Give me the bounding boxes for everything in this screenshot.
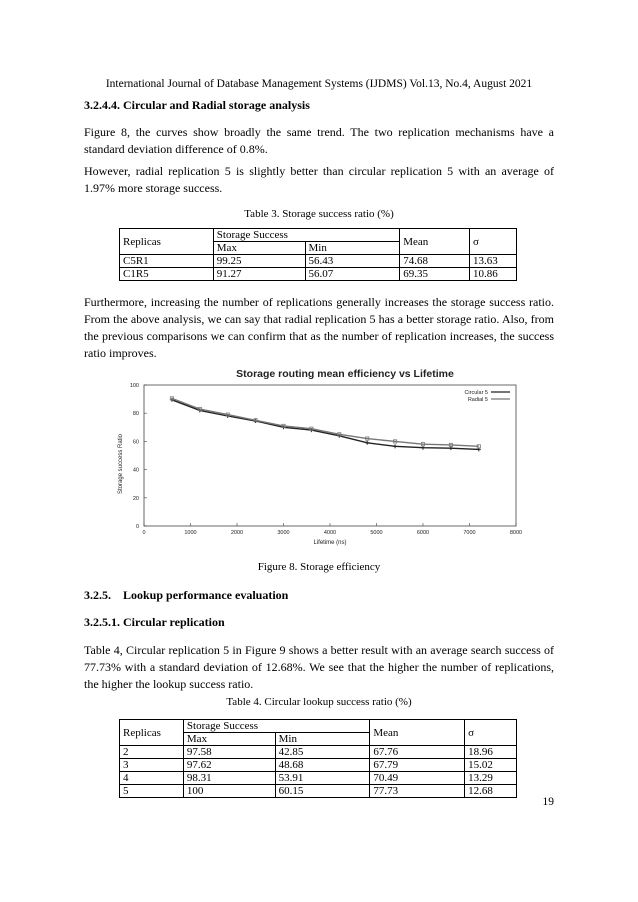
section-title: Lookup performance evaluation [123, 588, 289, 602]
series-line-circular-5 [172, 400, 479, 450]
table-cell: 12.68 [465, 785, 517, 798]
table3-header-replicas: Replicas [120, 229, 214, 255]
table-row [120, 268, 517, 281]
chart-title: Storage routing mean efficiency vs Lifetime [236, 368, 454, 380]
y-tick-label: 40 [132, 467, 139, 474]
x-tick-label: 7000 [463, 530, 476, 536]
chart-y-axis-label: Storage success Ratio [118, 433, 124, 495]
x-tick-label: 6000 [416, 530, 430, 536]
figure8-chart [110, 364, 530, 554]
table3-header-max: Max [213, 242, 305, 255]
table-row [120, 759, 517, 772]
table3-storage-success [119, 228, 517, 281]
paragraph-replication-analysis: Furthermore, increasing the number of replications generally increases the storage success ratio. From the above analysis, we can say that radial replication 5 has a better storage ratio. Also, from the previous comparisons we can confirm that as the number of replication increases, the success ratio improves. [84, 295, 554, 360]
table-cell: 69.35 [400, 268, 470, 281]
table4-header-min: Min [275, 733, 370, 746]
table3-caption: Table 3. Storage success ratio (%) [244, 208, 394, 220]
table-cell: 53.91 [275, 772, 370, 785]
paragraph-figure8-trend: Figure 8, the curves show broadly the same trend. The two replication mechanisms have a standard deviation difference of 0.8%. [84, 125, 554, 156]
paragraph-circular-lookup: Table 4, Circular replication 5 in Figure 9 shows a better result with an average search success of 77.73% with a standard deviation of 12.68%. We see that the higher the number of replications, the higher the lookup success ratio. [84, 643, 554, 691]
table4-header-storage-success: Storage Success [183, 720, 369, 733]
data-point [393, 444, 397, 448]
table-cell: 91.27 [213, 268, 305, 281]
figure8-caption: Figure 8. Storage efficiency [257, 561, 381, 573]
table-cell: 18.96 [465, 746, 517, 759]
table-cell: 67.79 [370, 759, 465, 772]
table-cell: C1R5 [120, 268, 214, 281]
table-cell: 2 [120, 746, 184, 759]
table4-caption: Table 4. Circular lookup success ratio (%) [226, 696, 412, 708]
page-number: 19 [542, 796, 554, 808]
table-cell: 10.86 [470, 268, 517, 281]
x-tick-label: 5000 [370, 530, 383, 536]
chart-legend [464, 390, 510, 403]
y-tick-label: 80 [132, 411, 139, 418]
table-cell: 56.07 [305, 268, 400, 281]
chart-plot-area [130, 383, 522, 536]
x-tick-label: 3000 [277, 530, 290, 536]
y-tick-label: 60 [132, 439, 139, 446]
journal-header: International Journal of Database Management Systems (IJDMS) Vol.13, No.4, August 2021 [105, 78, 533, 90]
table-cell: 99.25 [213, 255, 305, 268]
section-heading-3-2-5 [84, 588, 288, 603]
table4-header-replicas: Replicas [120, 720, 184, 746]
table4-circular-lookup [119, 719, 517, 798]
chart-x-axis-label: Lifetime (ns) [313, 540, 347, 546]
table-cell: 77.73 [370, 785, 465, 798]
table-cell: 70.49 [370, 772, 465, 785]
table-row [120, 746, 517, 759]
table-cell: 4 [120, 772, 184, 785]
legend-label: Radial 5 [467, 397, 488, 403]
table4-header-max: Max [183, 733, 275, 746]
table-cell: 100 [183, 785, 275, 798]
x-tick-label: 4000 [323, 530, 337, 536]
table-cell: 15.02 [465, 759, 517, 772]
x-tick-label: 1000 [184, 530, 197, 536]
table3-header-sigma: σ [470, 229, 517, 255]
subsection-heading-3-2-5-1: 3.2.5.1. Circular replication [84, 615, 225, 629]
table-cell: 60.15 [275, 785, 370, 798]
section-heading-3-2-4-4: 3.2.4.4. Circular and Radial storage analysis [84, 98, 310, 112]
table4-header-mean: Mean [370, 720, 465, 746]
table-cell: 97.58 [183, 746, 275, 759]
series-line-radial-5 [172, 398, 479, 446]
table-cell: 42.85 [275, 746, 370, 759]
y-tick-label: 100 [129, 383, 139, 389]
table3-header-min: Min [305, 242, 400, 255]
table-cell: 74.68 [400, 255, 470, 268]
paragraph-radial-better: However, radial replication 5 is slightly better than circular replication 5 with an average of 1.97% more storage success. [84, 164, 554, 195]
table3-header-storage-success: Storage Success [213, 229, 399, 242]
table-cell: 3 [120, 759, 184, 772]
legend-label: Circular 5 [464, 390, 488, 396]
table-cell: 98.31 [183, 772, 275, 785]
table3-header-mean: Mean [400, 229, 470, 255]
x-tick-label: 8000 [509, 530, 523, 536]
table-cell: 13.29 [465, 772, 517, 785]
table-row [120, 255, 517, 268]
table-cell: 13.63 [470, 255, 517, 268]
table-row [120, 785, 517, 798]
table-cell: C5R1 [120, 255, 214, 268]
y-tick-label: 0 [135, 524, 139, 530]
data-point [365, 441, 369, 445]
table4-header-sigma: σ [465, 720, 517, 746]
table-cell: 56.43 [305, 255, 400, 268]
section-number: 3.2.5. [84, 588, 111, 602]
data-point [421, 446, 425, 450]
table-cell: 48.68 [275, 759, 370, 772]
table-cell: 67.76 [370, 746, 465, 759]
x-tick-label: 2000 [230, 530, 244, 536]
x-tick-label: 0 [142, 530, 146, 536]
chart-frame [144, 385, 516, 526]
table-cell: 97.62 [183, 759, 275, 772]
y-tick-label: 20 [132, 495, 139, 502]
table-cell: 5 [120, 785, 184, 798]
table-row [120, 772, 517, 785]
